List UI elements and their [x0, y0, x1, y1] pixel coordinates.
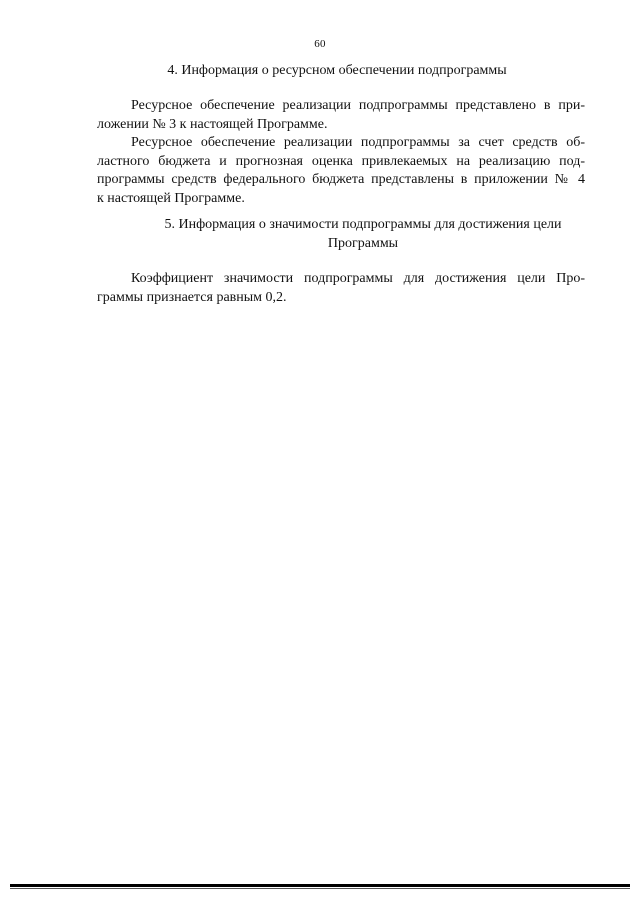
section-4-heading: 4. Информация о ресурсном обеспечении подпрограммы	[167, 63, 507, 78]
bottom-rule-thin	[10, 888, 630, 889]
section-5-heading-line-1: 5. Информация о значимости подпрограммы для достижения цели	[164, 217, 562, 232]
text-line: Коэффициент значимости подпрограммы для достижения цели Про-	[131, 271, 585, 286]
text-line: программы средств федерального бюджета представлены в приложении № 4	[97, 172, 585, 187]
section-4-paragraph-1	[97, 97, 585, 134]
text-line: к настоящей Программе.	[97, 190, 245, 206]
bottom-rule	[10, 884, 630, 887]
section-4-paragraph-2	[97, 134, 585, 208]
text-line: граммы признается равным 0,2.	[97, 289, 287, 305]
section-5-heading	[113, 215, 613, 253]
text-line: ложении № 3 к настоящей Программе.	[97, 116, 328, 132]
page-number: 60	[314, 38, 326, 50]
text-line: ластного бюджета и прогнозная оценка привлекаемых на реализацию под-	[97, 153, 585, 169]
text-line: Ресурсное обеспечение реализации подпрограммы за счет средств об-	[131, 135, 585, 150]
section-5-paragraph-1	[97, 270, 585, 307]
section-5-heading-line-2: Программы	[327, 236, 399, 251]
text-line: Ресурсное обеспечение реализации подпрограммы представлено в при-	[131, 98, 585, 113]
